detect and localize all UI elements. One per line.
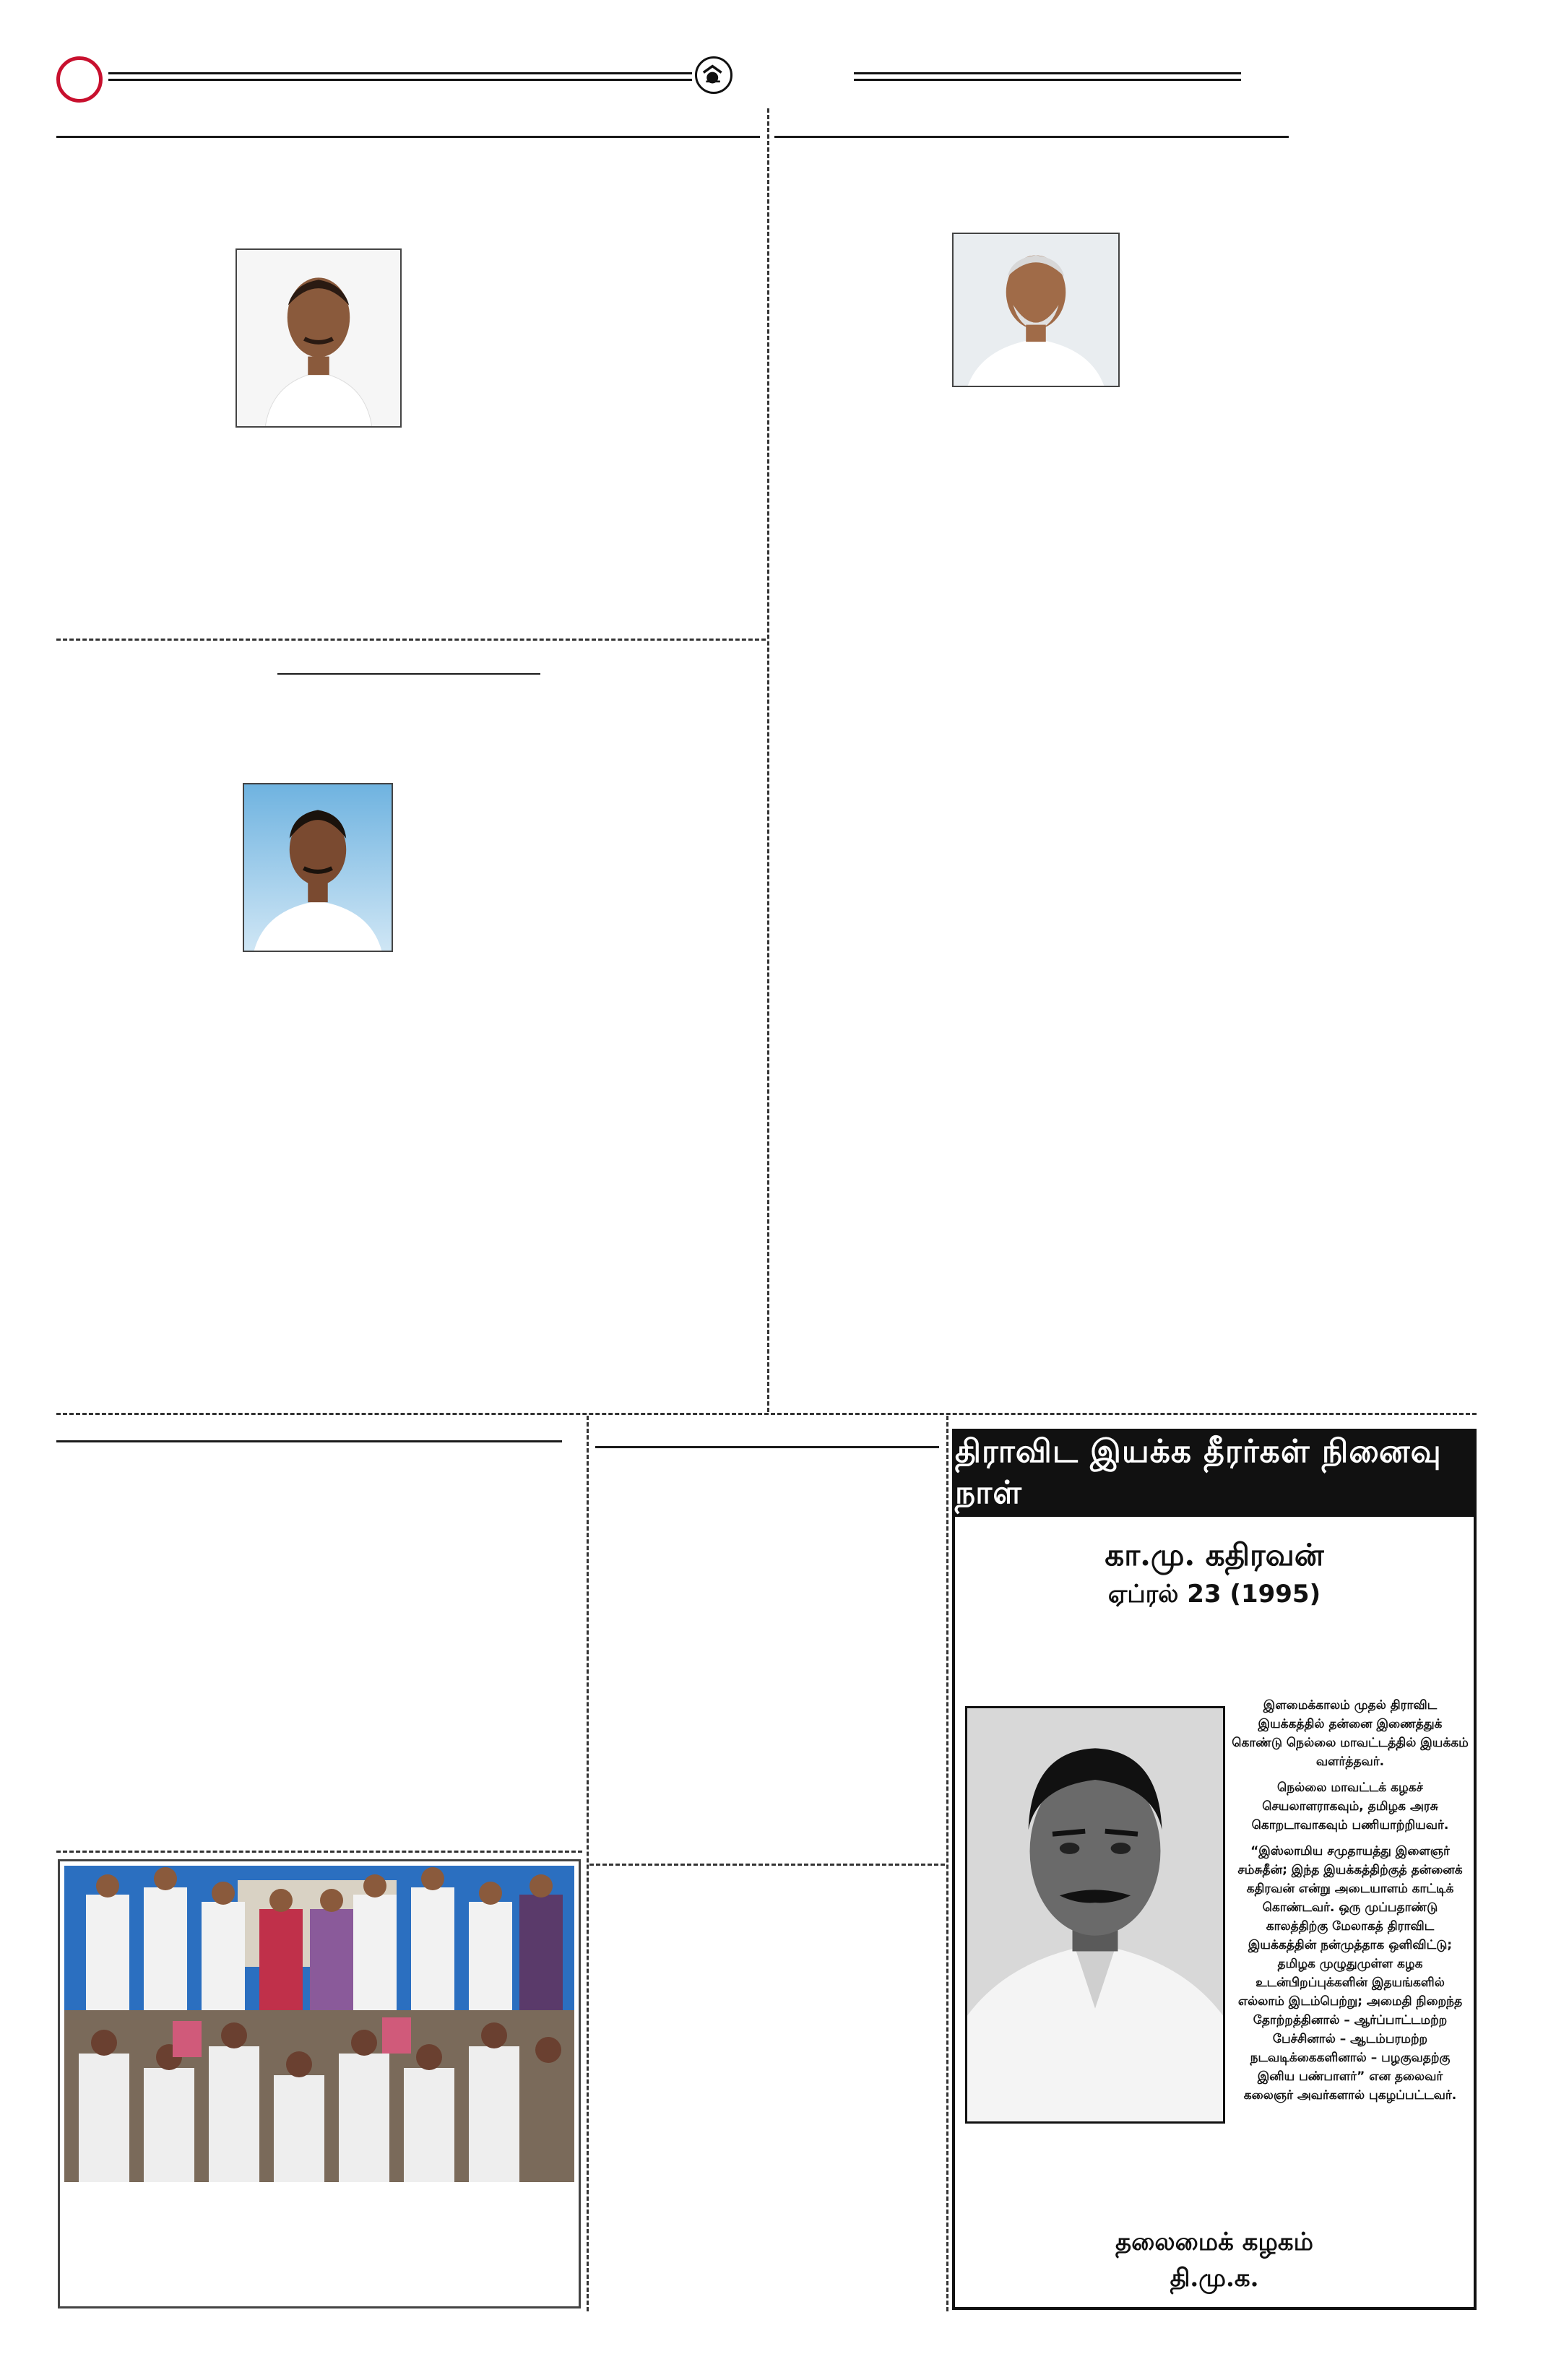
- memorial-date: ஏப்ரல் 23 (1995): [1107, 1580, 1321, 1609]
- event-photo-frame: [58, 1859, 581, 2308]
- memorial-advertisement: [952, 1429, 1477, 2310]
- article-4-headline-rule: [56, 1440, 562, 1442]
- article-3-portrait-photo: [243, 783, 393, 952]
- memorial-quote-paragraph: “இஸ்லாமிய சமுதாயத்து இளைஞர் சம்சுதீன்; இந்த இயக்கத்திற்குத் தன்னைக் கதிரவன் என்று அடையாளம் காட்டிக் கொண்டவர். ஒரு முப்பதாண்டு காலத்திற்கு மேலாகத் திராவிட இயக்கத்தின் நன்முத்தாக ஒளிவிட்டு; தமிழக முழுதுமுள்ள கழக உடன்பிறப்புக்களின் இதயங்களில் எல்லாம் இடம்பெற்று; அமைதி நிறைந்த தோற்றத்தினால் – ஆர்ப்பாட்டமற்ற பேச்சினால் – ஆடம்பரமற்ற நடவடிக்கைகளினால் – பழகுவதற்கு இனிய பண்பாளர்” என தலைவர் கலைஞர் அவர்களால் புகழப்பட்டவர்.: [1237, 1844, 1463, 2103]
- article-4-bottom-divider: [56, 1851, 582, 1853]
- masthead-rule-left: [108, 72, 692, 81]
- memorial-person-name: கா.மு. கதிரவன்: [1105, 1537, 1324, 1572]
- article-2-portrait-photo: [952, 233, 1120, 387]
- article-2-headline-rule: [774, 136, 1289, 138]
- article-1-bottom-divider: [56, 639, 766, 641]
- rising-sun-emblem-icon: [695, 56, 732, 94]
- article-5-bottom-divider: [589, 1864, 945, 1866]
- memorial-paragraph: இளமைக்காலம் முதல் திராவிட இயக்கத்தில் தன்னை இணைத்துக் கொண்டு நெல்லை மாவட்டத்தில் இயக்கம் வளர்த்தவர்.: [1232, 1698, 1469, 1769]
- article-5-headline-rule: [595, 1446, 939, 1448]
- article-3-headline-rule: [277, 673, 540, 675]
- memorial-banner-title: திராவிட இயக்க தீரர்கள் நினைவு நாள்: [955, 1432, 1474, 1517]
- bottom-section-divider: [56, 1413, 1477, 1415]
- column-separator: [767, 108, 769, 1412]
- article-1-headline-rule: [56, 136, 760, 138]
- memorial-paragraph: நெல்லை மாவட்டக் கழகச் செயலாளராகவும், தமிழக அரசு கொறடாவாகவும் பணியாற்றியவர்.: [1251, 1780, 1449, 1832]
- article-1-portrait-photo: [235, 248, 402, 428]
- memorial-signature-line-2: தி.மு.க.: [1170, 2264, 1259, 2293]
- bottom-column-separator-2: [946, 1416, 948, 2311]
- memorial-portrait-photo: [965, 1706, 1225, 2124]
- memorial-biography: [1231, 1696, 1469, 2112]
- page-number-circle-icon: [56, 56, 103, 103]
- memorial-signature-line-1: தலைமைக் கழகம்: [1115, 2228, 1313, 2256]
- masthead-rule-right: [854, 72, 1241, 81]
- event-photo: [64, 1866, 574, 2182]
- bottom-column-separator-1: [587, 1416, 589, 2311]
